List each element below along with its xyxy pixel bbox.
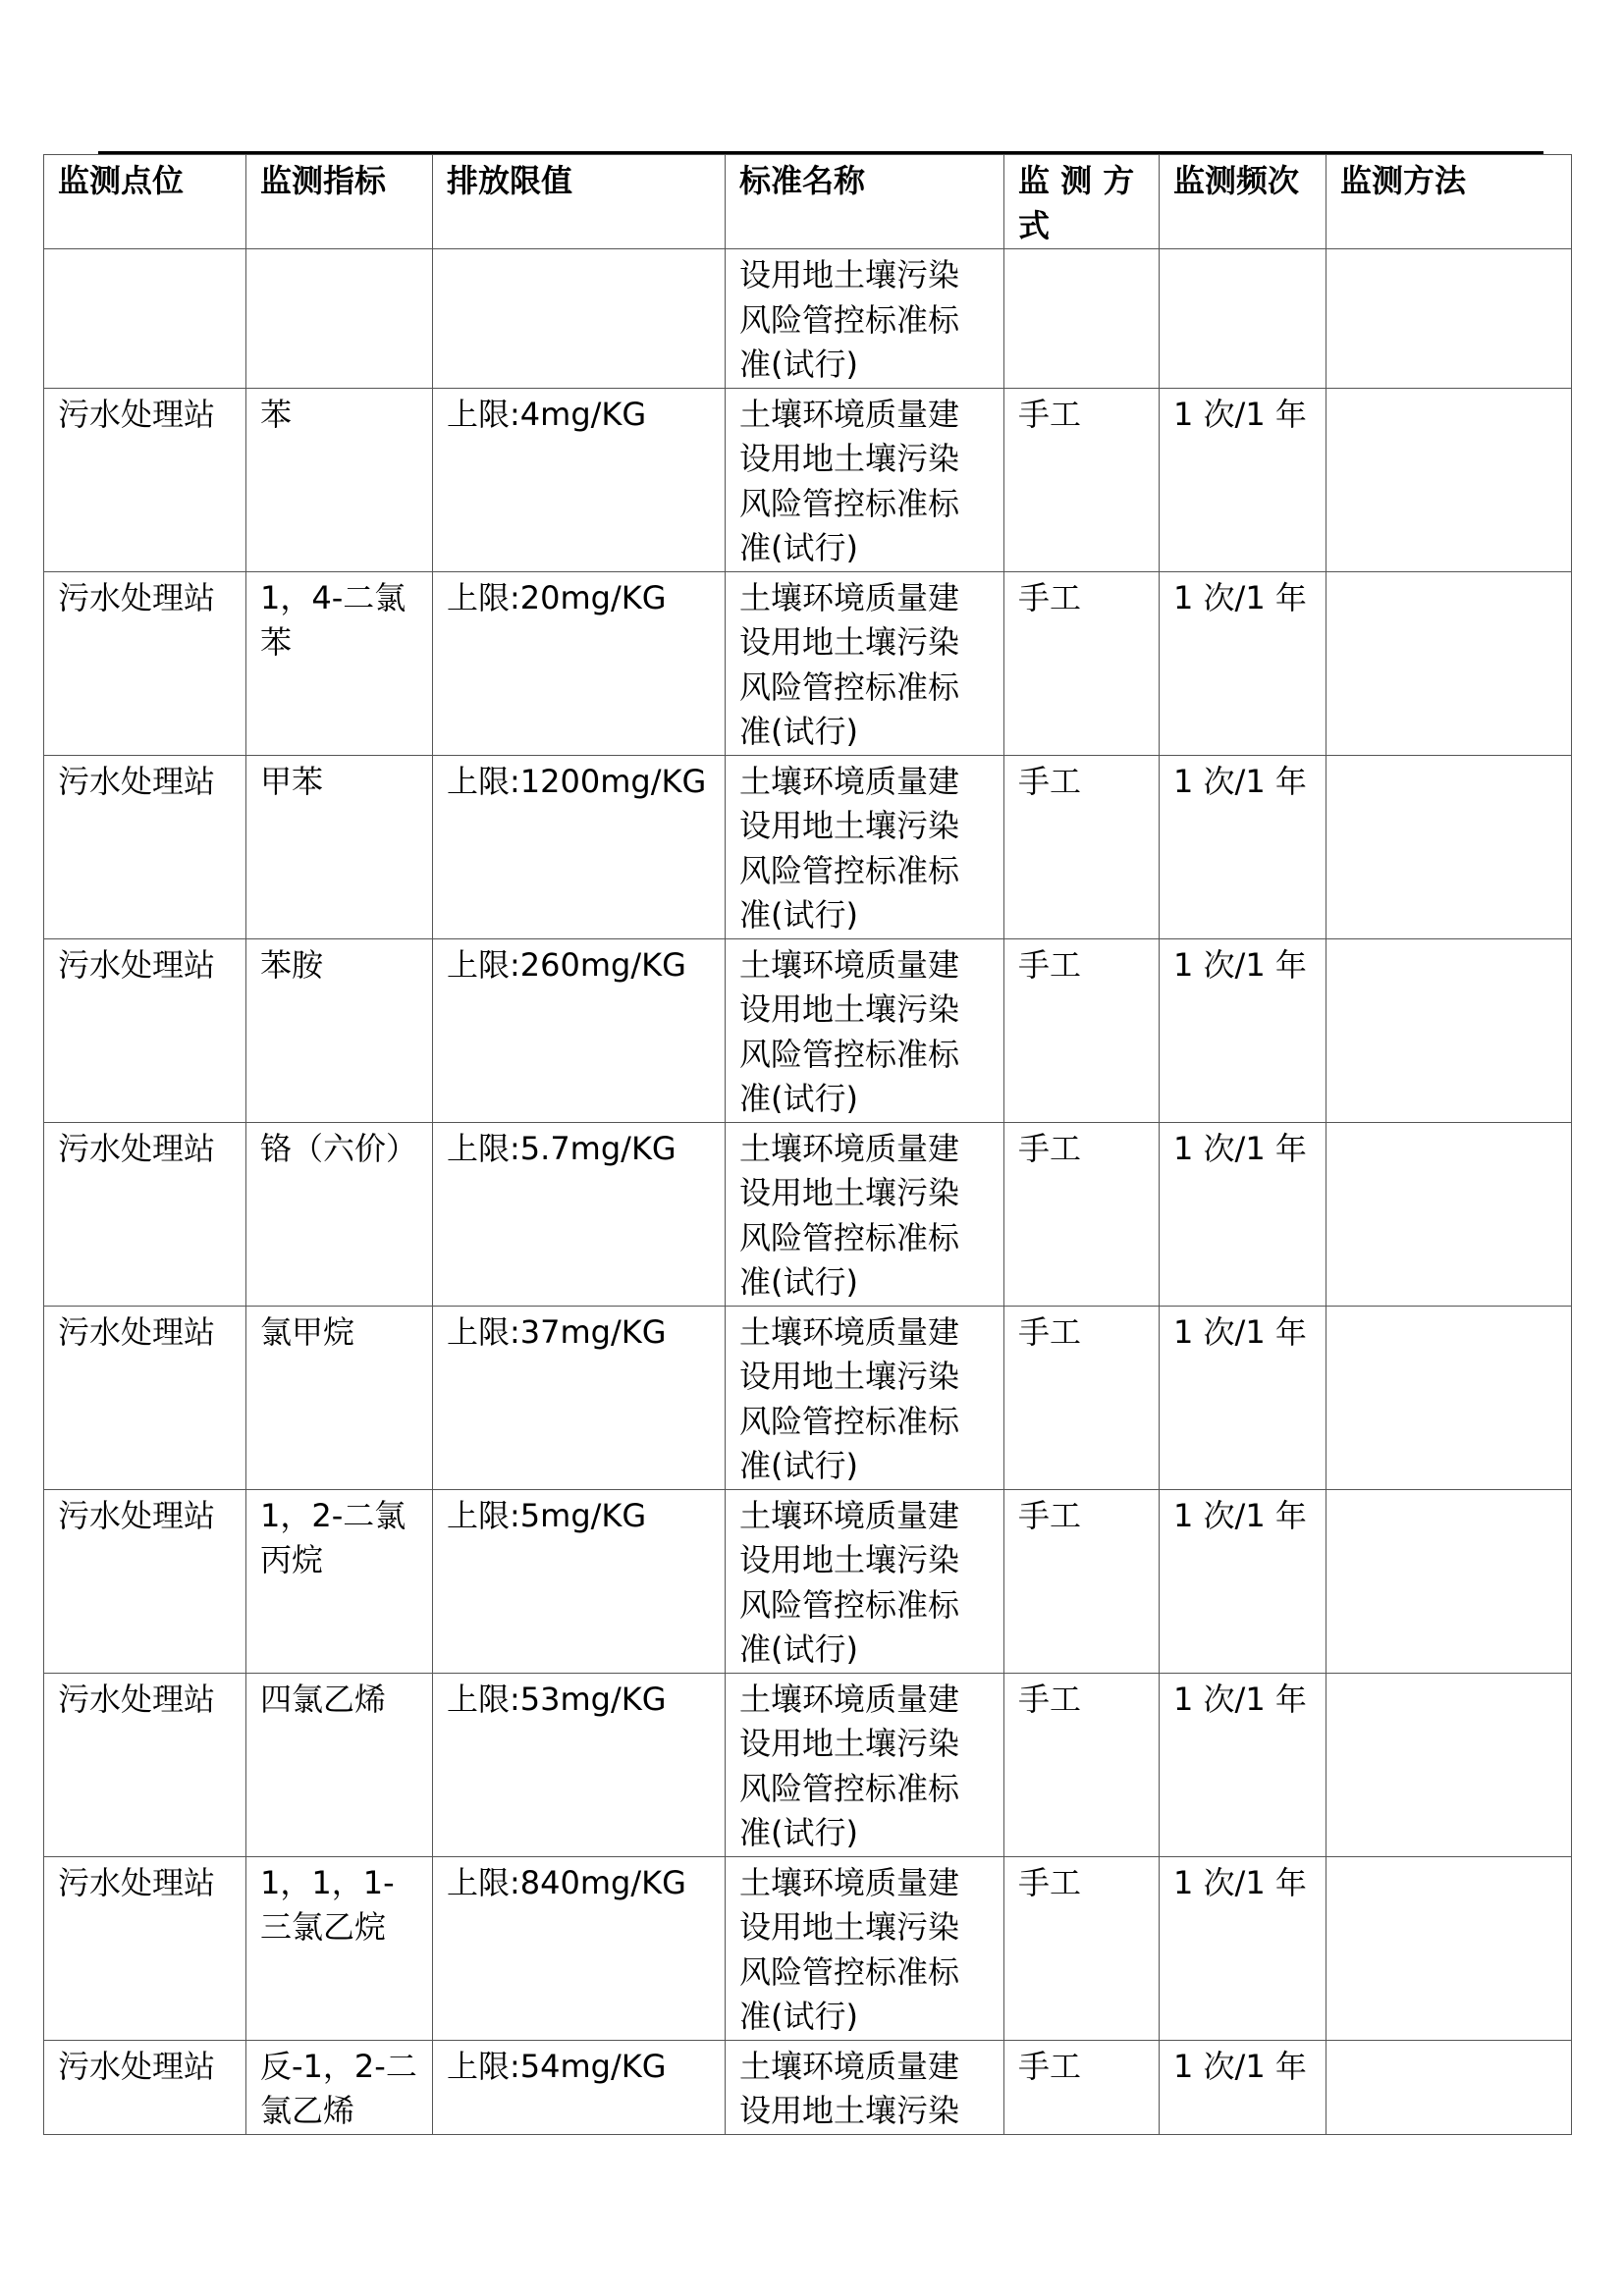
cell-limit: 上限:5mg/KG — [433, 1489, 726, 1673]
cell-point: 污水处理站 — [44, 2040, 246, 2134]
cell-limit: 上限:840mg/KG — [433, 1856, 726, 2040]
cell-standard: 土壤环境质量建设用地土壤污染 — [726, 2040, 1004, 2134]
table-row — [44, 2040, 1572, 2134]
cell-frequency: 1 次/1 年 — [1160, 1673, 1326, 1856]
header-limit: 排放限值 — [433, 155, 726, 249]
cell-point: 污水处理站 — [44, 938, 246, 1122]
cell-analysis — [1326, 1306, 1572, 1489]
cell-point: 污水处理站 — [44, 1489, 246, 1673]
cell-analysis — [1326, 1856, 1572, 2040]
table-row — [44, 1489, 1572, 1673]
cell-limit — [433, 249, 726, 389]
cell-point — [44, 249, 246, 389]
cell-limit: 上限:54mg/KG — [433, 2040, 726, 2134]
cell-indicator: 1，1，1-三氯乙烷 — [246, 1856, 433, 2040]
header-frequency: 监测频次 — [1160, 155, 1326, 249]
table-row — [44, 388, 1572, 571]
cell-limit: 上限:260mg/KG — [433, 938, 726, 1122]
cell-method: 手工 — [1004, 755, 1160, 938]
cell-limit: 上限:4mg/KG — [433, 388, 726, 571]
cell-method: 手工 — [1004, 1489, 1160, 1673]
cell-indicator: 铬（六价） — [246, 1122, 433, 1306]
cell-indicator: 1，2-二氯丙烷 — [246, 1489, 433, 1673]
cell-frequency: 1 次/1 年 — [1160, 388, 1326, 571]
cell-analysis — [1326, 571, 1572, 755]
cell-analysis — [1326, 388, 1572, 571]
cell-point: 污水处理站 — [44, 388, 246, 571]
cell-frequency: 1 次/1 年 — [1160, 755, 1326, 938]
cell-indicator: 苯胺 — [246, 938, 433, 1122]
cell-frequency: 1 次/1 年 — [1160, 2040, 1326, 2134]
table-row — [44, 1673, 1572, 1856]
cell-analysis — [1326, 1489, 1572, 1673]
cell-indicator: 苯 — [246, 388, 433, 571]
cell-frequency: 1 次/1 年 — [1160, 938, 1326, 1122]
cell-standard: 土壤环境质量建设用地土壤污染风险管控标准标准(试行) — [726, 1489, 1004, 1673]
header-standard: 标准名称 — [726, 155, 1004, 249]
header-method: 监 测 方 式 — [1004, 155, 1160, 249]
cell-frequency — [1160, 249, 1326, 389]
table-row — [44, 1856, 1572, 2040]
header-point: 监测点位 — [44, 155, 246, 249]
table-row — [44, 938, 1572, 1122]
cell-indicator — [246, 249, 433, 389]
header-row — [44, 155, 1572, 249]
table-row — [44, 1306, 1572, 1489]
cell-method: 手工 — [1004, 571, 1160, 755]
cell-method: 手工 — [1004, 1673, 1160, 1856]
cell-method: 手工 — [1004, 2040, 1160, 2134]
cell-frequency: 1 次/1 年 — [1160, 571, 1326, 755]
cell-indicator: 甲苯 — [246, 755, 433, 938]
cell-point: 污水处理站 — [44, 1306, 246, 1489]
cell-limit: 上限:1200mg/KG — [433, 755, 726, 938]
cell-limit: 上限:5.7mg/KG — [433, 1122, 726, 1306]
cell-standard: 土壤环境质量建设用地土壤污染风险管控标准标准(试行) — [726, 1306, 1004, 1489]
cell-analysis — [1326, 1673, 1572, 1856]
header-indicator: 监测指标 — [246, 155, 433, 249]
cell-frequency: 1 次/1 年 — [1160, 1122, 1326, 1306]
cell-standard: 土壤环境质量建设用地土壤污染风险管控标准标准(试行) — [726, 1673, 1004, 1856]
cell-point: 污水处理站 — [44, 1856, 246, 2040]
table-row — [44, 1122, 1572, 1306]
cell-indicator: 四氯乙烯 — [246, 1673, 433, 1856]
cell-analysis — [1326, 938, 1572, 1122]
cell-standard: 土壤环境质量建设用地土壤污染风险管控标准标准(试行) — [726, 755, 1004, 938]
cell-method: 手工 — [1004, 388, 1160, 571]
cell-point: 污水处理站 — [44, 1673, 246, 1856]
cell-standard: 土壤环境质量建设用地土壤污染风险管控标准标准(试行) — [726, 571, 1004, 755]
table-row — [44, 755, 1572, 938]
cell-indicator: 氯甲烷 — [246, 1306, 433, 1489]
cell-analysis — [1326, 2040, 1572, 2134]
cell-point: 污水处理站 — [44, 755, 246, 938]
cell-method: 手工 — [1004, 1306, 1160, 1489]
cell-standard: 土壤环境质量建设用地土壤污染风险管控标准标准(试行) — [726, 938, 1004, 1122]
table-row — [44, 571, 1572, 755]
cell-point: 污水处理站 — [44, 1122, 246, 1306]
cell-point: 污水处理站 — [44, 571, 246, 755]
cell-analysis — [1326, 249, 1572, 389]
cell-frequency: 1 次/1 年 — [1160, 1856, 1326, 2040]
monitoring-table — [43, 154, 1572, 2135]
continuation-row — [44, 249, 1572, 389]
cell-frequency: 1 次/1 年 — [1160, 1489, 1326, 1673]
cell-analysis — [1326, 755, 1572, 938]
cell-limit: 上限:20mg/KG — [433, 571, 726, 755]
cell-analysis — [1326, 1122, 1572, 1306]
cell-method — [1004, 249, 1160, 389]
cell-standard: 设用地土壤污染风险管控标准标准(试行) — [726, 249, 1004, 389]
cell-standard: 土壤环境质量建设用地土壤污染风险管控标准标准(试行) — [726, 1122, 1004, 1306]
cell-indicator: 1，4-二氯苯 — [246, 571, 433, 755]
cell-method: 手工 — [1004, 1122, 1160, 1306]
cell-standard: 土壤环境质量建设用地土壤污染风险管控标准标准(试行) — [726, 1856, 1004, 2040]
cell-indicator: 反-1，2-二氯乙烯 — [246, 2040, 433, 2134]
cell-method: 手工 — [1004, 1856, 1160, 2040]
cell-limit: 上限:37mg/KG — [433, 1306, 726, 1489]
cell-method: 手工 — [1004, 938, 1160, 1122]
cell-standard: 土壤环境质量建设用地土壤污染风险管控标准标准(试行) — [726, 388, 1004, 571]
header-analysis: 监测方法 — [1326, 155, 1572, 249]
cell-limit: 上限:53mg/KG — [433, 1673, 726, 1856]
cell-frequency: 1 次/1 年 — [1160, 1306, 1326, 1489]
